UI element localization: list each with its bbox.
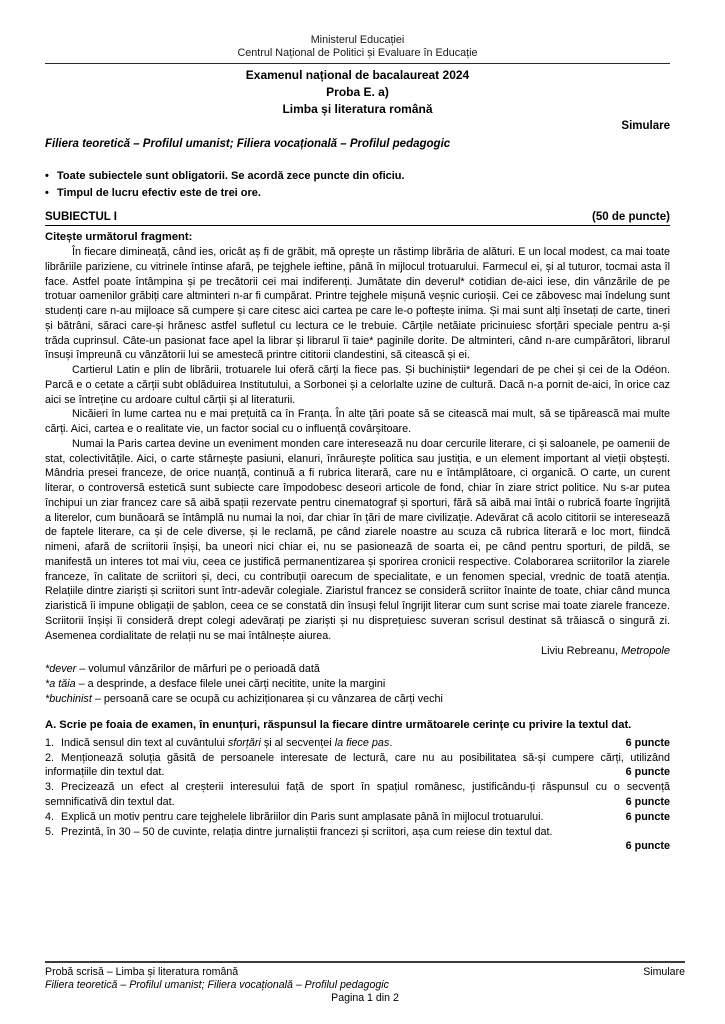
exam-title: Examenul național de bacalaureat 2024 — [245, 68, 470, 82]
footnote-term: *a tăia — [45, 678, 76, 691]
footnote-definition: – a desprinde, a desface filele unei cărți necitite, unite la margini — [75, 678, 386, 691]
fragment-paragraph: În fiecare dimineață, când ies, oricât aș fi de grăbit, mă oprește un răstimp librăria de alături. E un local modest, ca mai toate librăriile pariziene, cu vitrinele întinse afară, pe tejghele ieftine, până în mijlocul trotuarului. Farmecul ei, și al tuturor, tocmai asta îl face. Astfel poate întâmpina și pe trecătorii cei mai indiferenți. Jumătate din deverul* cotidian de-aici iese, din vânzările de pe trotuar oamenilor grăbiți care altminteri n-ar fi cumpărat. Printre tejghele mișună veșnic curioșii. Cei ce zăbovesc mai îndelung sunt studenți care n-au mijloace să cumpere și care citesc aici cartea pe care le-o poftește inima. Și mai sunt alți însetați de carte, tineri și bătrâni, săraci care-și hrănesc astfel sufletul cu lectura ce le trebuie. Cărțile netăiate pricinuiesc sforțări speciale pentru a-și trăda cuprinsul. Câte-un pasionat face apel la librar și librarul îi taie* paginile dorite. De altminteri, când n-are cumpărători, librarul însuși împreună cu vânzătorii lui se amestecă printre cititorii clandestini, să citească și ei. — [45, 246, 670, 362]
author-line — [45, 644, 670, 659]
author-name: Liviu Rebreanu, — [540, 645, 619, 658]
footnotes — [45, 662, 670, 707]
fragment-intro: Citește următorul fragment: — [45, 231, 193, 243]
exam-subject: Limba și literatura română — [282, 102, 433, 116]
question-text: Precizează un efect al creșterii interesului față de sport în spațiul românesc, justificându-ți răspunsul cu o secvență semnificativă din textul dat. — [45, 781, 670, 809]
fragment-text — [45, 245, 670, 659]
footer-proba: Probă scrisă – Limba și literatura română — [45, 966, 239, 978]
question-points: 6 puncte — [625, 840, 670, 853]
question-points: 6 puncte — [625, 736, 670, 749]
footer-page-number: Pagina 1 din 2 — [331, 992, 399, 1005]
ministry-name: Ministerul Educației — [310, 34, 405, 46]
question-item-1 — [45, 736, 670, 751]
subiectul-points: (50 de puncte) — [592, 211, 670, 223]
question-text: Prezintă, în 30 – 50 de cuvinte, relația dintre jurnaliștii francezi și scriitori, așa cum reiese din textul dat. — [61, 825, 553, 838]
question-number: 5. — [45, 825, 55, 838]
header-divider — [45, 63, 670, 64]
question-points: 6 puncte — [625, 766, 670, 779]
question-text: . — [389, 736, 393, 749]
questions-list — [45, 736, 670, 854]
footer-row — [45, 966, 685, 979]
question-italic-term: sforțări — [227, 736, 261, 749]
center-name: Centrul Național de Politici și Evaluare în Educație — [237, 47, 478, 59]
question-text: Explică un motiv pentru care tejghelele librăriilor din Paris sunt amplasate până în mijlocul trotuarului. — [61, 810, 544, 823]
footer-simulare: Simulare — [643, 966, 685, 978]
question-points: 6 puncte — [625, 810, 670, 823]
footnote-item — [45, 677, 670, 692]
question-item-3 — [45, 780, 670, 810]
section-a-heading: A. Scrie pe foaia de examen, în enunțuri, răspunsul la fiecare dintre următoarele cerințe cu privire la textul dat. — [45, 719, 632, 732]
work-title: Metropole — [621, 645, 670, 658]
exam-proba: Proba E. a) — [326, 85, 389, 99]
filiera-line: Filiera teoretică – Profilul umanist; Filiera vocațională – Profilul pedagogic — [45, 138, 451, 150]
fragment-paragraph: Cartierul Latin e plin de librării, trotuarele lui oferă cărți la fiece pas. Și buchiniștii* legendari de pe chei și cei de la Odéon. Parcă e o cetate a cărții subt oblăduirea Institutului, a Sorbonei și a celorlalte uzine de cultură. Dacă n-a pornit de-aici, în orice caz aici se întreține cu ardoare cultul cărții și al literaturii. — [45, 364, 670, 406]
footnote-definition: – persoană care se ocupă cu achiziționarea și cu vânzarea de cărți vechi — [91, 693, 443, 706]
document-header — [45, 34, 670, 60]
question-number: 2. — [45, 751, 55, 764]
question-item-5 — [45, 825, 670, 855]
fragment-paragraph: Numai la Paris cartea devine un eveniment monden care interesează nu doar cercurile literare, ci și saloanele, pe oamenii de stat, colectivitățile. Aici, o carte stârnește pasiuni, elanuri, înrâurește politica sau justiția, e un element important al vieții obștești. Mândria presei franceze, de orice nuanță, continuă a fi rubrica literară, care nu e întâmplătoare, ci organică. O carte, un curent literar, o controversă estetică sunt subiecte care împodobesc deseori articole de fond, chiar în ziare strict politice. Nu s-ar putea închipui un ziar francez care să aibă spații rezervate pentru cinematograf și sporturi, fără să aibă mai întâi o rubrică foarte îngrijită a literelor, cum bunăoară se întâmplă nu numai la noi, dar chiar în țări de mare civilizație. Adevărat că acolo cititorii se interesează de faptele literare, ca și de cele diverse, și le reclamă, pe când ziarele noastre au scuza că rubrica literară e loc mort, fiindcă nimeni, afară de scriitorii înșiși, ba uneori nici chiar ei, nu se pasionează de soarta ei, pe când pentru sporturi, de pildă, se manifestă un interes tot mai viu, ceea ce justifică permanentizarea și sporirea cronicii respective. Colaborarea scriitorilor la ziarele franceze, în calitate de scriitori și, deci, cu contribuții oarecum de specialitate, e un fenomen special, vrednic de toată atenția. Relațiile dintre ziariști și scriitori sunt într-adevăr colegiale. Ziaristul francez se consideră scriitor înainte de toate, chiar când munca ziaristică îi impune obligații de șablon, ceea ce se constată din însuși felul îngrijit literar cum sunt scrise mai toate ziarele franceze. Scriitorii înșiși îi consideră drept colegi adevărați pe ziariști și nu disprețuiesc suveran scrisul destinat să trăiască o singură zi. Asemenea cordialitate de relații nu se mai întâlnește aiurea. — [45, 437, 670, 642]
instruction-text: Toate subiectele sunt obligatorii. Se acordă zece puncte din oficiu. — [57, 170, 405, 182]
footer-filiera: Filiera teoretică – Profilul umanist; Filiera vocațională – Profilul pedagogic — [45, 979, 389, 992]
question-text: Menționează soluția găsită de persoanele interesate de lectură, care nu au posibilitatea să-și cumpere cărți, utilizând informațiile din textul dat. — [45, 751, 670, 779]
question-points: 6 puncte — [625, 796, 670, 809]
footnote-definition: – volumul vânzărilor de mărfuri pe o perioadă dată — [76, 663, 320, 676]
instructions-list — [45, 168, 670, 201]
question-item-4 — [45, 810, 670, 825]
title-block — [45, 67, 670, 118]
instruction-item — [45, 185, 670, 202]
question-italic-term: la fiece pas — [334, 736, 390, 749]
question-item-2 — [45, 751, 670, 781]
fragment-paragraph: Nicăieri în lume cartea nu e mai prețuită ca în Franța. În alte țări poate să se citească mai mult, să se tipărească mai multe cărți. Aici, cartea e o realitate vie, un factor social cu o influență covârșitoare. — [45, 408, 670, 435]
question-text: Indică sensul din text al cuvântului — [61, 736, 228, 749]
question-number: 1. — [45, 736, 55, 749]
subiectul-title: SUBIECTUL I — [45, 211, 117, 223]
page-footer — [45, 961, 685, 1006]
question-text: și al secvenței — [260, 736, 335, 749]
footnote-term: *buchinist — [45, 693, 92, 706]
bullet-marker: • — [45, 186, 49, 199]
subiectul-heading — [45, 211, 670, 226]
question-number: 3. — [45, 781, 55, 794]
simulare-label: Simulare — [621, 120, 670, 132]
footnote-item — [45, 692, 670, 707]
question-number: 4. — [45, 810, 55, 823]
bullet-marker: • — [45, 170, 49, 182]
instruction-text: Timpul de lucru efectiv este de trei ore. — [57, 186, 261, 199]
footnote-item — [45, 662, 670, 677]
footnote-term: *dever — [45, 663, 77, 676]
instruction-item — [45, 168, 670, 185]
